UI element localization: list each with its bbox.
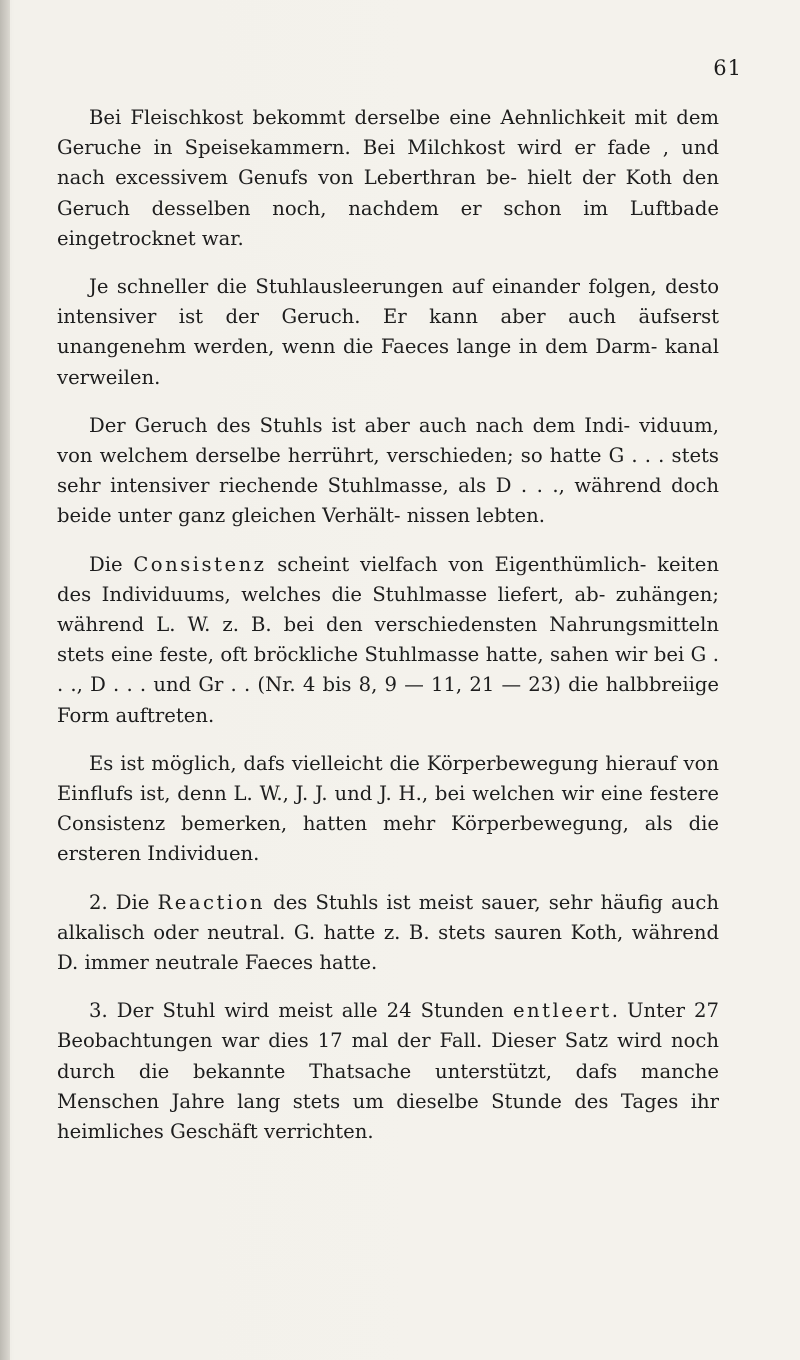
paragraph-smell-frequency: Je schneller die Stuhlausleerungen auf einander folgen, desto intensiver ist der Geruch. Er kann aber auch äufserst unangenehm werden, wenn die Faeces lange in dem Darm- kanal verweilen. [57,275,719,389]
paragraph-consistency [57,550,719,731]
page-spine-shadow [0,0,10,1360]
paragraph-emptying-rest: . Unter 27 Beobachtungen war dies 17 mal der Fall. Dieser Satz wird noch durch die bekannte Thatsache unterstützt, dafs manche Menschen Jahre lang stets um dieselbe Stunde des Tages ihr heimliches Geschäft verrichten. [57,999,719,1144]
term-reaction: Reaction [157,890,266,914]
paragraph-reaction-rest: des Stuhls ist meist sauer, sehr häufig auch alkalisch oder neutral. G. hatte z. B. stets sauren Koth, während D. immer neutrale Faeces hatte. [57,890,719,975]
paragraph-emptying [57,996,719,1147]
paragraph-emptying-lead: 3. Der Stuhl wird meist alle 24 Stunden [89,999,513,1023]
term-entleert: entleert [512,999,612,1023]
body-text [57,103,719,1165]
paragraph-reaction-lead: 2. Die [89,890,158,914]
paragraph-body-movement: Es ist möglich, dafs vielleicht die Körperbewegung hierauf von Einflufs ist, denn L. W., J. J. und J. H., bei welchen wir eine festere Consistenz bemerken, hatten mehr Körperbewegung, als die ersteren Individuen. [57,751,719,866]
page-number: 61 [713,56,742,80]
paragraph-smell-diet: Bei Fleischkost bekommt derselbe eine Aehnlichkeit mit dem Geruche in Speisekammern. Bei Milchkost wird er fade , und nach excessivem Genufs von Leberthran be- hielt der Koth den Geruch desselben noch, nachdem er schon im Luftbade eingetrocknet war. [57,106,719,250]
paragraph-consistency-lead: Die [89,552,134,576]
paragraph-smell-individual: Der Geruch des Stuhls ist aber auch nach dem Indi- viduum, von welchem derselbe herrührt, verschieden; so hatte G . . . stets sehr intensiver riechende Stuhlmasse, als D . . ., während doch beide unter ganz gleichen Verhält- nissen lebten. [57,413,719,528]
paragraph-consistency-rest: scheint vielfach von Eigenthümlich- keiten des Individuums, welches die Stuhlmasse liefert, ab- zuhängen; während L. W. z. B. bei den verschiedensten Nahrungsmitteln stets eine feste, oft bröckliche Stuhlmasse hatte, sahen wir bei G . . ., D . . . und Gr . . (Nr. 4 bis 8, 9 — 11, 21 — 23) die halbbreiige Form auftreten. [57,552,719,727]
term-consistenz: Consistenz [133,552,267,576]
paragraph-reaction [57,888,719,979]
